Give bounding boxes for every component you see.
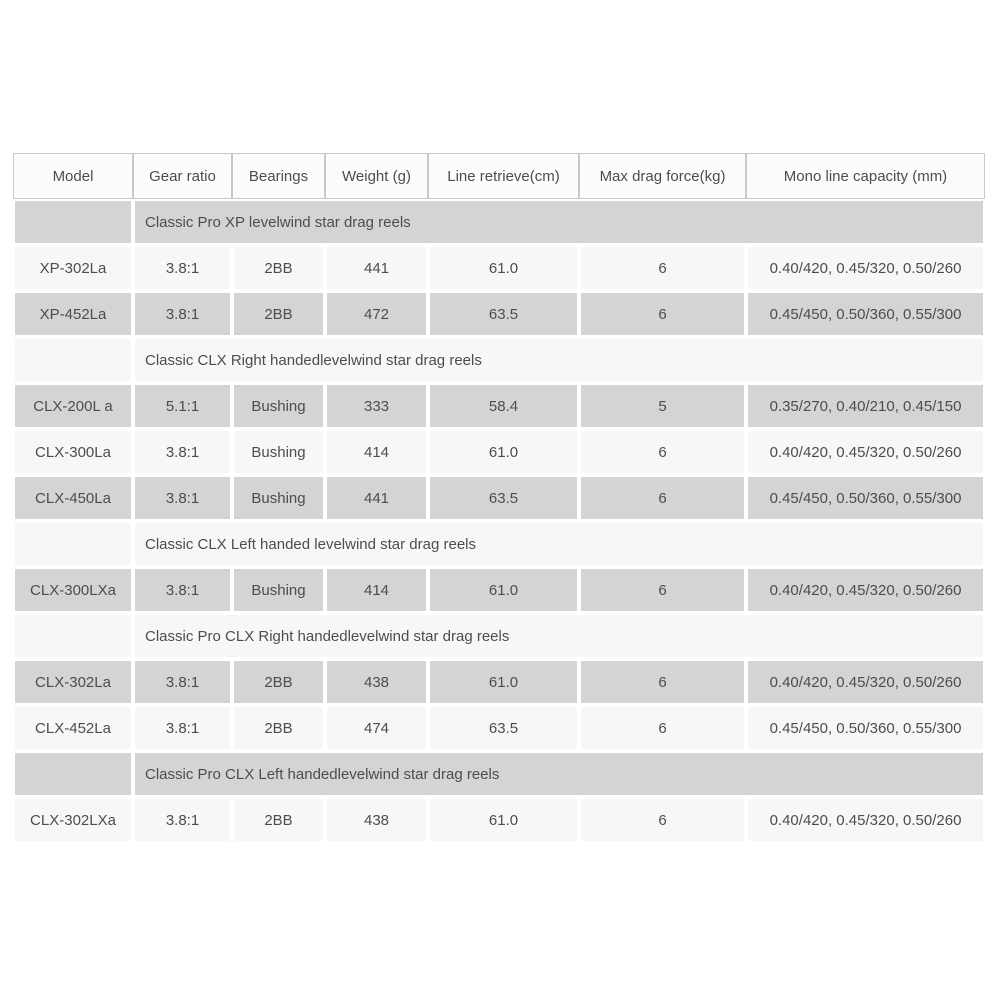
cell-model: CLX-302LXa [13, 797, 133, 843]
cell-model: CLX-302La [13, 659, 133, 705]
cell-gear-ratio: 3.8:1 [133, 245, 232, 291]
section-title: Classic Pro CLX Right handedlevelwind star drag reels [133, 613, 985, 659]
cell-model: XP-302La [13, 245, 133, 291]
section-title: Classic Pro XP levelwind star drag reels [133, 199, 985, 245]
header-row [13, 153, 985, 199]
cell-bearings: 2BB [232, 291, 325, 337]
section-row [13, 751, 985, 797]
cell-line-retrieve: 61.0 [428, 659, 579, 705]
table-row [13, 245, 985, 291]
cell-model: CLX-452La [13, 705, 133, 751]
section-spacer-cell [13, 521, 133, 567]
cell-bearings: 2BB [232, 245, 325, 291]
cell-bearings: 2BB [232, 797, 325, 843]
cell-mono-line-capacity: 0.45/450, 0.50/360, 0.55/300 [746, 291, 985, 337]
cell-weight: 441 [325, 475, 428, 521]
specs-table [13, 153, 985, 843]
cell-gear-ratio: 5.1:1 [133, 383, 232, 429]
cell-gear-ratio: 3.8:1 [133, 291, 232, 337]
column-header-gear-ratio: Gear ratio [133, 153, 232, 199]
section-spacer-cell [13, 337, 133, 383]
column-header-model: Model [13, 153, 133, 199]
cell-max-drag-force: 6 [579, 475, 746, 521]
cell-mono-line-capacity: 0.40/420, 0.45/320, 0.50/260 [746, 797, 985, 843]
table-row [13, 383, 985, 429]
cell-gear-ratio: 3.8:1 [133, 567, 232, 613]
column-header-line-retrieve: Line retrieve(cm) [428, 153, 579, 199]
cell-model: XP-452La [13, 291, 133, 337]
specs-table-body [13, 199, 985, 843]
cell-line-retrieve: 63.5 [428, 291, 579, 337]
cell-model: CLX-200L a [13, 383, 133, 429]
section-spacer-cell [13, 199, 133, 245]
cell-mono-line-capacity: 0.40/420, 0.45/320, 0.50/260 [746, 429, 985, 475]
cell-gear-ratio: 3.8:1 [133, 797, 232, 843]
cell-mono-line-capacity: 0.40/420, 0.45/320, 0.50/260 [746, 245, 985, 291]
cell-line-retrieve: 61.0 [428, 245, 579, 291]
cell-weight: 441 [325, 245, 428, 291]
cell-max-drag-force: 6 [579, 797, 746, 843]
section-spacer-cell [13, 751, 133, 797]
table-row [13, 705, 985, 751]
cell-line-retrieve: 63.5 [428, 475, 579, 521]
cell-max-drag-force: 6 [579, 429, 746, 475]
section-row [13, 199, 985, 245]
cell-max-drag-force: 6 [579, 567, 746, 613]
cell-bearings: Bushing [232, 383, 325, 429]
cell-mono-line-capacity: 0.35/270, 0.40/210, 0.45/150 [746, 383, 985, 429]
cell-gear-ratio: 3.8:1 [133, 659, 232, 705]
cell-gear-ratio: 3.8:1 [133, 705, 232, 751]
cell-max-drag-force: 6 [579, 291, 746, 337]
table-row [13, 291, 985, 337]
table-row [13, 429, 985, 475]
cell-max-drag-force: 5 [579, 383, 746, 429]
table-row [13, 475, 985, 521]
cell-line-retrieve: 61.0 [428, 797, 579, 843]
cell-weight: 472 [325, 291, 428, 337]
cell-mono-line-capacity: 0.45/450, 0.50/360, 0.55/300 [746, 475, 985, 521]
cell-mono-line-capacity: 0.45/450, 0.50/360, 0.55/300 [746, 705, 985, 751]
column-header-weight: Weight (g) [325, 153, 428, 199]
table-row [13, 797, 985, 843]
cell-model: CLX-300LXa [13, 567, 133, 613]
cell-bearings: Bushing [232, 475, 325, 521]
cell-bearings: Bushing [232, 429, 325, 475]
cell-gear-ratio: 3.8:1 [133, 475, 232, 521]
cell-weight: 414 [325, 429, 428, 475]
cell-mono-line-capacity: 0.40/420, 0.45/320, 0.50/260 [746, 659, 985, 705]
cell-line-retrieve: 61.0 [428, 429, 579, 475]
column-header-mono-line-capacity: Mono line capacity (mm) [746, 153, 985, 199]
section-title: Classic CLX Right handedlevelwind star drag reels [133, 337, 985, 383]
cell-weight: 414 [325, 567, 428, 613]
section-row [13, 521, 985, 567]
cell-weight: 333 [325, 383, 428, 429]
section-title: Classic CLX Left handed levelwind star drag reels [133, 521, 985, 567]
section-row [13, 337, 985, 383]
cell-bearings: 2BB [232, 705, 325, 751]
cell-line-retrieve: 58.4 [428, 383, 579, 429]
section-row [13, 613, 985, 659]
section-spacer-cell [13, 613, 133, 659]
cell-weight: 438 [325, 797, 428, 843]
column-header-bearings: Bearings [232, 153, 325, 199]
table-row [13, 659, 985, 705]
cell-mono-line-capacity: 0.40/420, 0.45/320, 0.50/260 [746, 567, 985, 613]
cell-max-drag-force: 6 [579, 245, 746, 291]
column-header-max-drag-force: Max drag force(kg) [579, 153, 746, 199]
table-row [13, 567, 985, 613]
cell-weight: 438 [325, 659, 428, 705]
cell-max-drag-force: 6 [579, 659, 746, 705]
cell-gear-ratio: 3.8:1 [133, 429, 232, 475]
cell-weight: 474 [325, 705, 428, 751]
cell-bearings: 2BB [232, 659, 325, 705]
cell-line-retrieve: 63.5 [428, 705, 579, 751]
cell-model: CLX-450La [13, 475, 133, 521]
section-title: Classic Pro CLX Left handedlevelwind star drag reels [133, 751, 985, 797]
cell-bearings: Bushing [232, 567, 325, 613]
cell-max-drag-force: 6 [579, 705, 746, 751]
cell-line-retrieve: 61.0 [428, 567, 579, 613]
cell-model: CLX-300La [13, 429, 133, 475]
specs-table-header [13, 153, 985, 199]
